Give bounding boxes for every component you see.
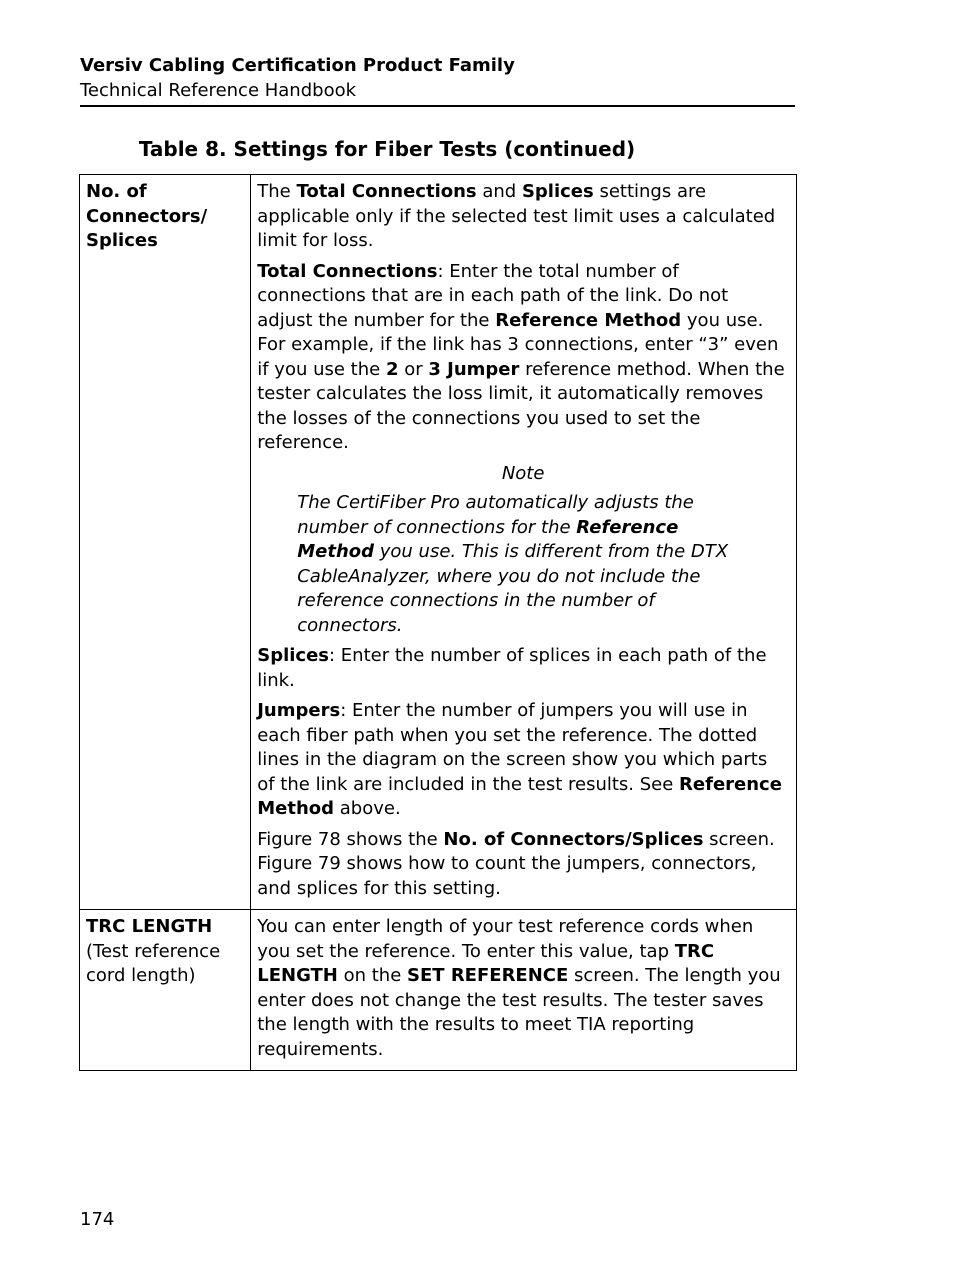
note-heading: Note (501, 462, 545, 484)
jumpers-paragraph: Jumpers: Enter the number of jumpers you will use in each fiber path when you set the reference. The dotted lines in the diagram on the screen show you which parts of the link are included in the test results. See Reference Method above. (257, 700, 782, 819)
note-body: The CertiFiber Pro automatically adjusts the number of connections for the Reference Method you use. This is different from the DTX CableAnalyzer, where you do not include the reference connections in the number of connectors. (297, 492, 729, 636)
table-row (80, 175, 797, 910)
figures-paragraph: Figure 78 shows the No. of Connectors/Splices screen. Figure 79 shows how to count the jumpers, connectors, and splices for this setting. (257, 828, 775, 899)
handbook-title: Technical Reference Handbook (80, 80, 357, 101)
trc-length-paragraph: You can enter length of your test reference cords when you set the reference. To enter this value, tap TRC LENGTH on the SET REFERENCE screen. The length you enter does not change the test results. The tester saves the length with the results to meet TIA reporting requirements. (257, 916, 781, 1060)
table-row (80, 910, 797, 1071)
setting-name-cell (80, 175, 251, 910)
setting-name: TRC LENGTH (86, 916, 213, 937)
product-family-title: Versiv Cabling Certification Product Family (80, 55, 515, 76)
page-number: 174 (80, 1209, 115, 1230)
running-header (80, 53, 795, 107)
setting-description-cell (251, 910, 797, 1071)
setting-description-cell (251, 175, 797, 910)
setting-name: No. of Connectors/ Splices (86, 181, 208, 251)
setting-name-cell (80, 910, 251, 1071)
table-caption: Table 8. Settings for Fiber Tests (continued) (138, 137, 636, 161)
splices-paragraph: Splices: Enter the number of splices in each path of the link. (257, 645, 767, 691)
intro-paragraph: The Total Connections and Splices settings are applicable only if the selected test limit uses a calculated limit for loss. (257, 181, 776, 251)
total-connections-paragraph: Total Connections: Enter the total number of connections that are in each path of the link. Do not adjust the number for the Reference Method you use. For example, if the link has 3 connections, enter “3” even if you use the 2 or 3 Jumper reference method. When the tester calculates the loss limit, it automatically removes the losses of the connections you used to set the reference. (257, 260, 785, 453)
fiber-settings-table (79, 174, 797, 1071)
setting-name-detail: (Test reference cord length) (86, 940, 221, 986)
